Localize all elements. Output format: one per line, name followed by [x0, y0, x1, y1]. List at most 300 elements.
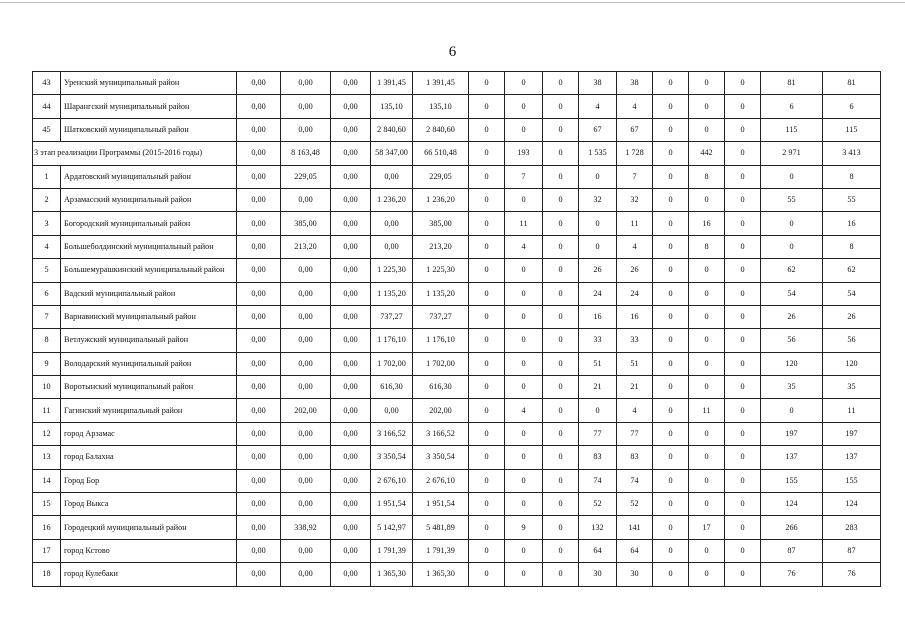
value-cell: 0	[725, 516, 761, 539]
value-cell: 87	[761, 539, 823, 562]
value-cell: 0	[725, 212, 761, 235]
row-number-cell: 18	[33, 563, 61, 586]
value-cell: 0,00	[281, 539, 331, 562]
table-row	[33, 95, 881, 118]
value-cell: 737,27	[371, 305, 413, 328]
value-cell: 1 135,20	[371, 282, 413, 305]
value-cell: 0,00	[237, 329, 281, 352]
value-cell: 0	[689, 188, 725, 211]
value-cell: 55	[761, 188, 823, 211]
value-cell: 1 365,30	[413, 563, 469, 586]
value-cell: 0	[543, 329, 579, 352]
value-cell: 0,00	[237, 142, 281, 165]
value-cell: 0	[505, 118, 543, 141]
value-cell: 616,30	[371, 376, 413, 399]
value-cell: 0,00	[237, 165, 281, 188]
row-number-cell: 14	[33, 469, 61, 492]
table-row	[33, 539, 881, 562]
value-cell: 2 971	[761, 142, 823, 165]
table-row	[33, 165, 881, 188]
value-cell: 55	[823, 188, 881, 211]
value-cell: 0	[579, 165, 617, 188]
value-cell: 0,00	[331, 376, 371, 399]
value-cell: 0	[469, 305, 505, 328]
district-name-cell: Ардатовский муниципальный район	[61, 165, 237, 188]
value-cell: 0	[725, 259, 761, 282]
value-cell: 17	[689, 516, 725, 539]
value-cell: 0,00	[237, 305, 281, 328]
value-cell: 0	[689, 329, 725, 352]
value-cell: 0	[543, 446, 579, 469]
table-row	[33, 188, 881, 211]
value-cell: 0	[469, 118, 505, 141]
value-cell: 0,00	[331, 72, 371, 95]
value-cell: 0	[653, 422, 689, 445]
value-cell: 0,00	[237, 563, 281, 586]
value-cell: 8	[689, 165, 725, 188]
value-cell: 26	[579, 259, 617, 282]
value-cell: 385,00	[281, 212, 331, 235]
value-cell: 0	[725, 376, 761, 399]
value-cell: 1 951,54	[371, 493, 413, 516]
value-cell: 0	[543, 282, 579, 305]
value-cell: 0	[469, 235, 505, 258]
value-cell: 0	[543, 235, 579, 258]
value-cell: 0	[543, 142, 579, 165]
value-cell: 54	[823, 282, 881, 305]
value-cell: 77	[579, 422, 617, 445]
value-cell: 0,00	[281, 118, 331, 141]
value-cell: 0	[653, 142, 689, 165]
value-cell: 0	[725, 188, 761, 211]
district-name-cell: Большеболдинский муниципальный район	[61, 235, 237, 258]
value-cell: 0	[689, 422, 725, 445]
value-cell: 0,00	[331, 493, 371, 516]
value-cell: 0,00	[331, 282, 371, 305]
value-cell: 0	[543, 259, 579, 282]
row-number-cell: 3	[33, 212, 61, 235]
value-cell: 0	[469, 469, 505, 492]
value-cell: 0	[689, 376, 725, 399]
value-cell: 0,00	[281, 469, 331, 492]
value-cell: 0	[505, 539, 543, 562]
value-cell: 0,00	[237, 352, 281, 375]
value-cell: 0	[469, 95, 505, 118]
row-number-cell: 10	[33, 376, 61, 399]
value-cell: 21	[617, 376, 653, 399]
value-cell: 1 365,30	[371, 563, 413, 586]
row-number-cell: 6	[33, 282, 61, 305]
district-name-cell: Ветлужский муниципальный район	[61, 329, 237, 352]
value-cell: 1 225,30	[413, 259, 469, 282]
row-number-cell: 11	[33, 399, 61, 422]
value-cell: 0	[653, 212, 689, 235]
value-cell: 124	[761, 493, 823, 516]
value-cell: 1 176,10	[413, 329, 469, 352]
value-cell: 0	[653, 376, 689, 399]
value-cell: 137	[823, 446, 881, 469]
value-cell: 1 236,20	[413, 188, 469, 211]
value-cell: 202,00	[281, 399, 331, 422]
value-cell: 0	[505, 72, 543, 95]
value-cell: 26	[761, 305, 823, 328]
value-cell: 52	[579, 493, 617, 516]
value-cell: 115	[823, 118, 881, 141]
value-cell: 5 142,97	[371, 516, 413, 539]
value-cell: 0	[469, 446, 505, 469]
value-cell: 0	[543, 352, 579, 375]
value-cell: 0,00	[331, 95, 371, 118]
value-cell: 141	[617, 516, 653, 539]
district-name-cell: Володарский муниципальный район	[61, 352, 237, 375]
top-rule	[0, 2, 905, 3]
value-cell: 0	[505, 259, 543, 282]
value-cell: 62	[823, 259, 881, 282]
value-cell: 0	[505, 493, 543, 516]
value-cell: 0,00	[281, 282, 331, 305]
value-cell: 30	[579, 563, 617, 586]
value-cell: 6	[823, 95, 881, 118]
row-number-cell: 4	[33, 235, 61, 258]
value-cell: 0,00	[237, 188, 281, 211]
value-cell: 1 535	[579, 142, 617, 165]
value-cell: 0,00	[371, 165, 413, 188]
district-name-cell: Город Выкса	[61, 493, 237, 516]
value-cell: 1 135,20	[413, 282, 469, 305]
table-row	[33, 212, 881, 235]
value-cell: 1 728	[617, 142, 653, 165]
value-cell: 0,00	[371, 235, 413, 258]
row-number-cell: 8	[33, 329, 61, 352]
value-cell: 0,00	[371, 399, 413, 422]
value-cell: 0	[653, 188, 689, 211]
value-cell: 0	[689, 446, 725, 469]
value-cell: 616,30	[413, 376, 469, 399]
value-cell: 0,00	[331, 188, 371, 211]
value-cell: 0,00	[331, 259, 371, 282]
table-row	[33, 399, 881, 422]
value-cell: 0,00	[281, 72, 331, 95]
value-cell: 0	[653, 72, 689, 95]
district-name-cell: Шатковский муниципальный район	[61, 118, 237, 141]
value-cell: 0,00	[281, 352, 331, 375]
value-cell: 1 791,39	[413, 539, 469, 562]
value-cell: 0	[689, 118, 725, 141]
value-cell: 0,00	[237, 446, 281, 469]
value-cell: 0	[505, 329, 543, 352]
value-cell: 0	[543, 469, 579, 492]
row-number-cell: 12	[33, 422, 61, 445]
value-cell: 0	[469, 516, 505, 539]
value-cell: 283	[823, 516, 881, 539]
value-cell: 0	[653, 539, 689, 562]
value-cell: 87	[823, 539, 881, 562]
table-row	[33, 446, 881, 469]
value-cell: 66 510,48	[413, 142, 469, 165]
district-name-cell: город Кстово	[61, 539, 237, 562]
value-cell: 0	[469, 188, 505, 211]
value-cell: 0,00	[331, 446, 371, 469]
row-number-cell: 7	[33, 305, 61, 328]
value-cell: 26	[617, 259, 653, 282]
value-cell: 0,00	[331, 165, 371, 188]
value-cell: 0	[725, 235, 761, 258]
value-cell: 0	[469, 72, 505, 95]
table-row	[33, 235, 881, 258]
district-name-cell: Уренский муниципальный район	[61, 72, 237, 95]
table-row	[33, 352, 881, 375]
value-cell: 0	[543, 95, 579, 118]
value-cell: 81	[761, 72, 823, 95]
value-cell: 9	[505, 516, 543, 539]
value-cell: 4	[617, 95, 653, 118]
district-name-cell: Гагинский муниципальный район	[61, 399, 237, 422]
value-cell: 155	[823, 469, 881, 492]
value-cell: 0	[725, 352, 761, 375]
value-cell: 0,00	[331, 399, 371, 422]
value-cell: 0	[689, 282, 725, 305]
district-name-cell: Богородский муниципальный район	[61, 212, 237, 235]
row-number-cell: 16	[33, 516, 61, 539]
value-cell: 135,10	[371, 95, 413, 118]
value-cell: 30	[617, 563, 653, 586]
data-table	[32, 71, 881, 587]
district-name-cell: Шарангский муниципальный район	[61, 95, 237, 118]
value-cell: 32	[579, 188, 617, 211]
value-cell: 8	[823, 165, 881, 188]
district-name-cell: город Балахна	[61, 446, 237, 469]
value-cell: 0	[725, 305, 761, 328]
value-cell: 0,00	[331, 212, 371, 235]
value-cell: 0,00	[331, 305, 371, 328]
value-cell: 11	[823, 399, 881, 422]
table-row	[33, 118, 881, 141]
value-cell: 0	[543, 212, 579, 235]
district-name-cell: город Кулебаки	[61, 563, 237, 586]
value-cell: 21	[579, 376, 617, 399]
value-cell: 0,00	[237, 539, 281, 562]
district-name-cell: Варнавинский муниципальный район	[61, 305, 237, 328]
value-cell: 0	[689, 95, 725, 118]
value-cell: 24	[579, 282, 617, 305]
value-cell: 2 676,10	[413, 469, 469, 492]
value-cell: 737,27	[413, 305, 469, 328]
value-cell: 64	[617, 539, 653, 562]
value-cell: 0	[505, 563, 543, 586]
value-cell: 2 840,60	[413, 118, 469, 141]
value-cell: 193	[505, 142, 543, 165]
value-cell: 11	[617, 212, 653, 235]
value-cell: 0	[725, 446, 761, 469]
value-cell: 0	[579, 212, 617, 235]
value-cell: 5 481,89	[413, 516, 469, 539]
value-cell: 0	[689, 305, 725, 328]
value-cell: 0	[505, 352, 543, 375]
value-cell: 0,00	[237, 72, 281, 95]
value-cell: 229,05	[281, 165, 331, 188]
value-cell: 0	[469, 539, 505, 562]
value-cell: 0	[653, 563, 689, 586]
value-cell: 3 166,52	[371, 422, 413, 445]
value-cell: 0	[653, 282, 689, 305]
value-cell: 202,00	[413, 399, 469, 422]
value-cell: 76	[823, 563, 881, 586]
value-cell: 0,00	[331, 563, 371, 586]
value-cell: 58 347,00	[371, 142, 413, 165]
value-cell: 0	[725, 563, 761, 586]
row-number-cell: 1	[33, 165, 61, 188]
value-cell: 24	[617, 282, 653, 305]
value-cell: 0,00	[237, 399, 281, 422]
table-row	[33, 563, 881, 586]
value-cell: 0	[505, 95, 543, 118]
district-name-cell: Большемурашкинский муниципальный район	[61, 259, 237, 282]
value-cell: 0	[725, 329, 761, 352]
value-cell: 3 350,54	[413, 446, 469, 469]
row-number-cell: 45	[33, 118, 61, 141]
value-cell: 385,00	[413, 212, 469, 235]
table-body	[33, 72, 881, 587]
value-cell: 0,00	[281, 305, 331, 328]
value-cell: 0	[761, 165, 823, 188]
value-cell: 0	[725, 72, 761, 95]
district-name-cell: город Арзамас	[61, 422, 237, 445]
value-cell: 74	[617, 469, 653, 492]
value-cell: 3 166,52	[413, 422, 469, 445]
value-cell: 0	[653, 118, 689, 141]
value-cell: 0,00	[331, 118, 371, 141]
value-cell: 213,20	[413, 235, 469, 258]
value-cell: 11	[505, 212, 543, 235]
value-cell: 3 413	[823, 142, 881, 165]
value-cell: 0,00	[237, 118, 281, 141]
value-cell: 213,20	[281, 235, 331, 258]
value-cell: 0	[725, 142, 761, 165]
value-cell: 7	[617, 165, 653, 188]
value-cell: 0,00	[237, 282, 281, 305]
value-cell: 338,92	[281, 516, 331, 539]
value-cell: 0	[469, 376, 505, 399]
value-cell: 0,00	[237, 95, 281, 118]
value-cell: 0	[469, 399, 505, 422]
value-cell: 0,00	[281, 422, 331, 445]
district-name-cell: Городецкий муниципальный район	[61, 516, 237, 539]
value-cell: 0	[543, 516, 579, 539]
value-cell: 0	[761, 399, 823, 422]
value-cell: 0	[725, 422, 761, 445]
value-cell: 0	[653, 305, 689, 328]
value-cell: 0	[543, 422, 579, 445]
table-row	[33, 516, 881, 539]
value-cell: 0,00	[331, 516, 371, 539]
value-cell: 0	[725, 165, 761, 188]
value-cell: 135,10	[413, 95, 469, 118]
value-cell: 1 236,20	[371, 188, 413, 211]
table-row	[33, 305, 881, 328]
value-cell: 0,00	[237, 235, 281, 258]
value-cell: 1 225,30	[371, 259, 413, 282]
value-cell: 0	[579, 399, 617, 422]
district-name-cell: Город Бор	[61, 469, 237, 492]
value-cell: 0,00	[331, 142, 371, 165]
value-cell: 0,00	[237, 516, 281, 539]
value-cell: 8	[823, 235, 881, 258]
value-cell: 67	[579, 118, 617, 141]
value-cell: 0	[505, 188, 543, 211]
value-cell: 0	[689, 493, 725, 516]
stage-name-cell: 3 этап реализации Программы (2015-2016 годы)	[33, 142, 237, 165]
value-cell: 1 791,39	[371, 539, 413, 562]
value-cell: 38	[579, 72, 617, 95]
value-cell: 0	[543, 118, 579, 141]
value-cell: 0	[469, 493, 505, 516]
value-cell: 76	[761, 563, 823, 586]
value-cell: 0	[725, 95, 761, 118]
value-cell: 8 163,48	[281, 142, 331, 165]
value-cell: 0,00	[281, 563, 331, 586]
value-cell: 1 391,45	[371, 72, 413, 95]
value-cell: 0	[761, 235, 823, 258]
value-cell: 56	[823, 329, 881, 352]
value-cell: 0	[469, 563, 505, 586]
value-cell: 33	[579, 329, 617, 352]
value-cell: 35	[761, 376, 823, 399]
value-cell: 0,00	[281, 95, 331, 118]
value-cell: 0	[689, 72, 725, 95]
table-row	[33, 259, 881, 282]
value-cell: 0	[543, 399, 579, 422]
value-cell: 0,00	[237, 469, 281, 492]
value-cell: 0	[689, 352, 725, 375]
value-cell: 0	[543, 493, 579, 516]
value-cell: 115	[761, 118, 823, 141]
table-row	[33, 493, 881, 516]
row-number-cell: 9	[33, 352, 61, 375]
value-cell: 11	[689, 399, 725, 422]
value-cell: 0	[725, 493, 761, 516]
value-cell: 266	[761, 516, 823, 539]
value-cell: 0,00	[371, 212, 413, 235]
value-cell: 64	[579, 539, 617, 562]
value-cell: 124	[823, 493, 881, 516]
row-number-cell: 5	[33, 259, 61, 282]
value-cell: 0	[543, 376, 579, 399]
value-cell: 1 702,00	[371, 352, 413, 375]
value-cell: 8	[689, 235, 725, 258]
value-cell: 77	[617, 422, 653, 445]
value-cell: 83	[579, 446, 617, 469]
value-cell: 4	[505, 399, 543, 422]
value-cell: 0	[469, 422, 505, 445]
value-cell: 0	[725, 282, 761, 305]
value-cell: 0,00	[331, 469, 371, 492]
value-cell: 0	[505, 282, 543, 305]
value-cell: 0	[469, 259, 505, 282]
table-row	[33, 72, 881, 95]
value-cell: 4	[579, 95, 617, 118]
value-cell: 0,00	[331, 329, 371, 352]
value-cell: 197	[823, 422, 881, 445]
value-cell: 0	[653, 446, 689, 469]
value-cell: 0,00	[237, 493, 281, 516]
value-cell: 0	[543, 72, 579, 95]
value-cell: 4	[617, 399, 653, 422]
row-number-cell: 13	[33, 446, 61, 469]
value-cell: 0	[469, 329, 505, 352]
value-cell: 0	[725, 539, 761, 562]
district-name-cell: Арзамасский муниципальный район	[61, 188, 237, 211]
value-cell: 0	[543, 305, 579, 328]
